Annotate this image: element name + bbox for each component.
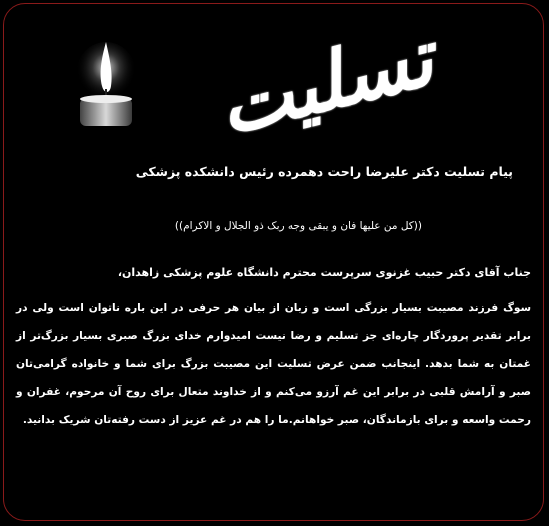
- salutation: جناب آقای دکتر حبیب غزنوی سرپرست محترم دانشگاه علوم پزشکی زاهدان،: [117, 266, 531, 279]
- message-headline: پیام تسلیت دکتر علیرضا راحت دهمرده رئیس دانشکده پزشکی: [135, 164, 513, 179]
- quran-verse: ((کل من علیها فان و یبقی وجه ربک ذو الجلال و الاکرام)): [174, 220, 422, 232]
- condolence-card: [3, 3, 544, 521]
- condolence-calligraphy: تسلیت: [209, 12, 442, 154]
- candle-icon: [68, 34, 138, 129]
- message-body: سوگ فرزند مصیبت بسیار بزرگی است و زبان از بیان هر حرفی در این باره ناتوان است ولی در برابر تقدیر پروردگار چاره‌ای جز تسلیم و رضا نیست امیدوارم خدای بزرگ صبری بسیار بزرگ‌تر از غمتان به شما بدهد. اینجانب ضمن عرض تسلیت این مصیبت بزرگ برای شما و خانواده گرامی‌تان صبر و آرامش قلبی در برابر این غم آرزو می‌کنم و از خداوند متعال برای روح آن مرحوم، غفران و رحمت واسعه و برای بازماندگان، صبر خواهانم.ما را هم در غم عزیز از دست رفته‌تان شریک بدانید.: [16, 302, 531, 426]
